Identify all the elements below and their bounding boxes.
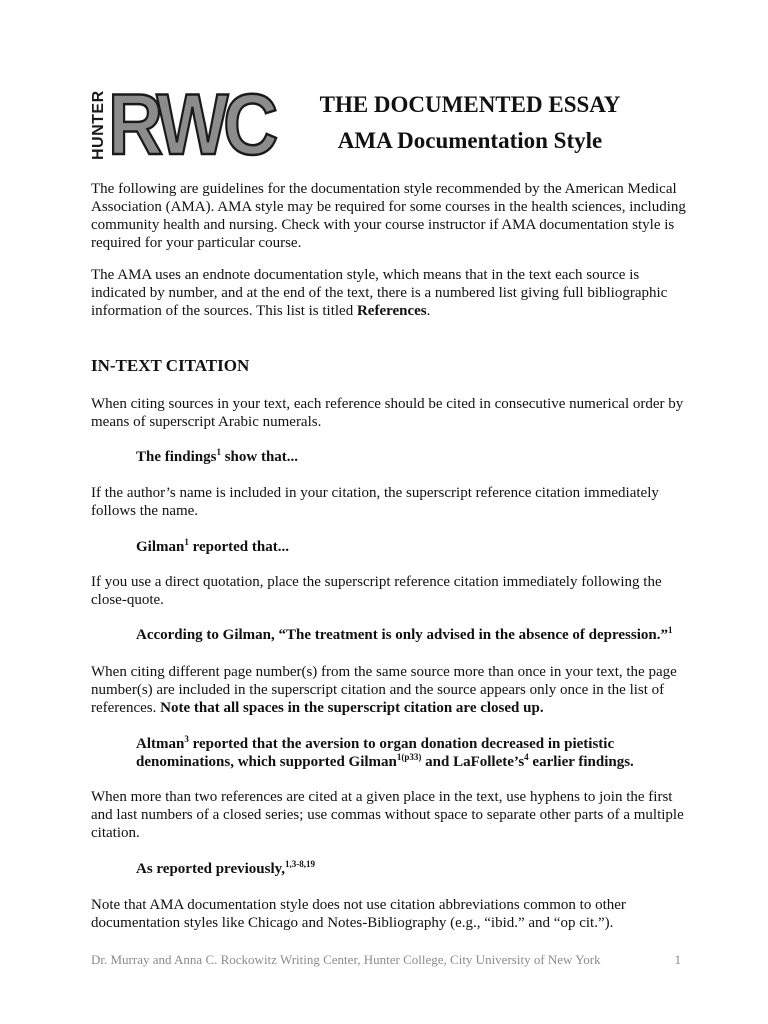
title-block xyxy=(290,88,650,158)
page-number: 1 xyxy=(674,952,681,967)
section-paragraph-3: If you use a direct quotation, place the superscript reference citation immediately following the close-quote. xyxy=(91,574,662,608)
example-4-text-a: Altman xyxy=(136,736,185,752)
footer-text: Dr. Murray and Anna C. Rockowitz Writing Center, Hunter College, City University of New York xyxy=(91,952,601,967)
intro-paragraph-2 xyxy=(91,266,691,320)
example-1 xyxy=(136,448,696,466)
example-1-text-a: The findings xyxy=(136,449,217,465)
example-2 xyxy=(136,538,696,556)
example-4-text-b: reported that the aversion to organ donation decreased in pietistic denominations, which supported Gilman xyxy=(136,736,615,770)
logo-hunter-text: HUNTER xyxy=(90,90,107,160)
example-5-superscript: 1,3-8,19 xyxy=(285,859,316,869)
example-5 xyxy=(136,860,696,878)
example-2-superscript: 1 xyxy=(184,537,189,547)
example-4-superscript-1: 3 xyxy=(184,734,189,744)
example-4-superscript-2: 1(p33) xyxy=(396,752,422,762)
example-4-text-c: and LaFollete’s xyxy=(421,754,525,770)
section-paragraph-1: When citing sources in your text, each reference should be cited in consecutive numerical order by means of superscript Arabic numerals. xyxy=(91,396,684,430)
page-footer xyxy=(91,952,681,968)
example-1-text-b: show that... xyxy=(220,449,299,465)
section-heading: IN-TEXT CITATION xyxy=(91,356,250,375)
example-1-superscript: 1 xyxy=(216,447,221,457)
example-3-superscript: 1 xyxy=(667,625,673,635)
section-paragraph-2: If the author’s name is included in your citation, the superscript reference citation immediately follows the name. xyxy=(91,485,659,519)
section-paragraph-5: When more than two references are cited at a given place in the text, use hyphens to join the first and last numbers of a closed series; use commas without space to separate other parts of a multiple citation. xyxy=(91,789,684,841)
example-2-text-a: Gilman xyxy=(136,539,185,555)
example-4-superscript-3: 4 xyxy=(524,752,529,762)
section-p4-text: When citing different page number(s) from the same source more than once in your text, the page number(s) are included in the superscript citation and the source appears only once in the list of references. xyxy=(91,664,677,716)
section-p4-bold: Note that all spaces in the superscript citation are closed up. xyxy=(160,700,544,716)
example-3 xyxy=(136,626,696,644)
intro-paragraph-1: The following are guidelines for the documentation style recommended by the American Medical Association (AMA). AMA style may be required for some courses in the health sciences, including community health and nursing. Check with your course instructor if AMA documentation style is required for your particular course. xyxy=(91,181,686,251)
intro-p2-text: The AMA uses an endnote documentation style, which means that in the text each source is indicated by number, and at the end of the text, there is a numbered list giving full bibliographic information of the sources. This list is titled xyxy=(91,267,668,319)
hunter-rwc-logo xyxy=(88,84,278,160)
example-3-text: According to Gilman, “The treatment is only advised in the absence of depression.” xyxy=(136,627,668,643)
logo-rwc-text: RWC xyxy=(108,84,277,160)
example-2-text-b: reported that... xyxy=(188,539,289,555)
example-4 xyxy=(136,735,656,771)
document-subtitle: AMA Documentation Style xyxy=(337,128,603,153)
example-5-text: As reported previously, xyxy=(136,861,286,877)
references-term: References xyxy=(356,303,427,319)
section-paragraph-6: Note that AMA documentation style does not use citation abbreviations common to other documentation styles like Chicago and Notes-Bibliography (e.g., “ibid.” and “op cit.”). xyxy=(91,897,626,931)
intro-p2-end: . xyxy=(426,303,431,319)
document-title: THE DOCUMENTED ESSAY xyxy=(319,92,621,117)
section-paragraph-4 xyxy=(91,663,691,717)
example-4-text-d: earlier findings. xyxy=(528,754,634,770)
